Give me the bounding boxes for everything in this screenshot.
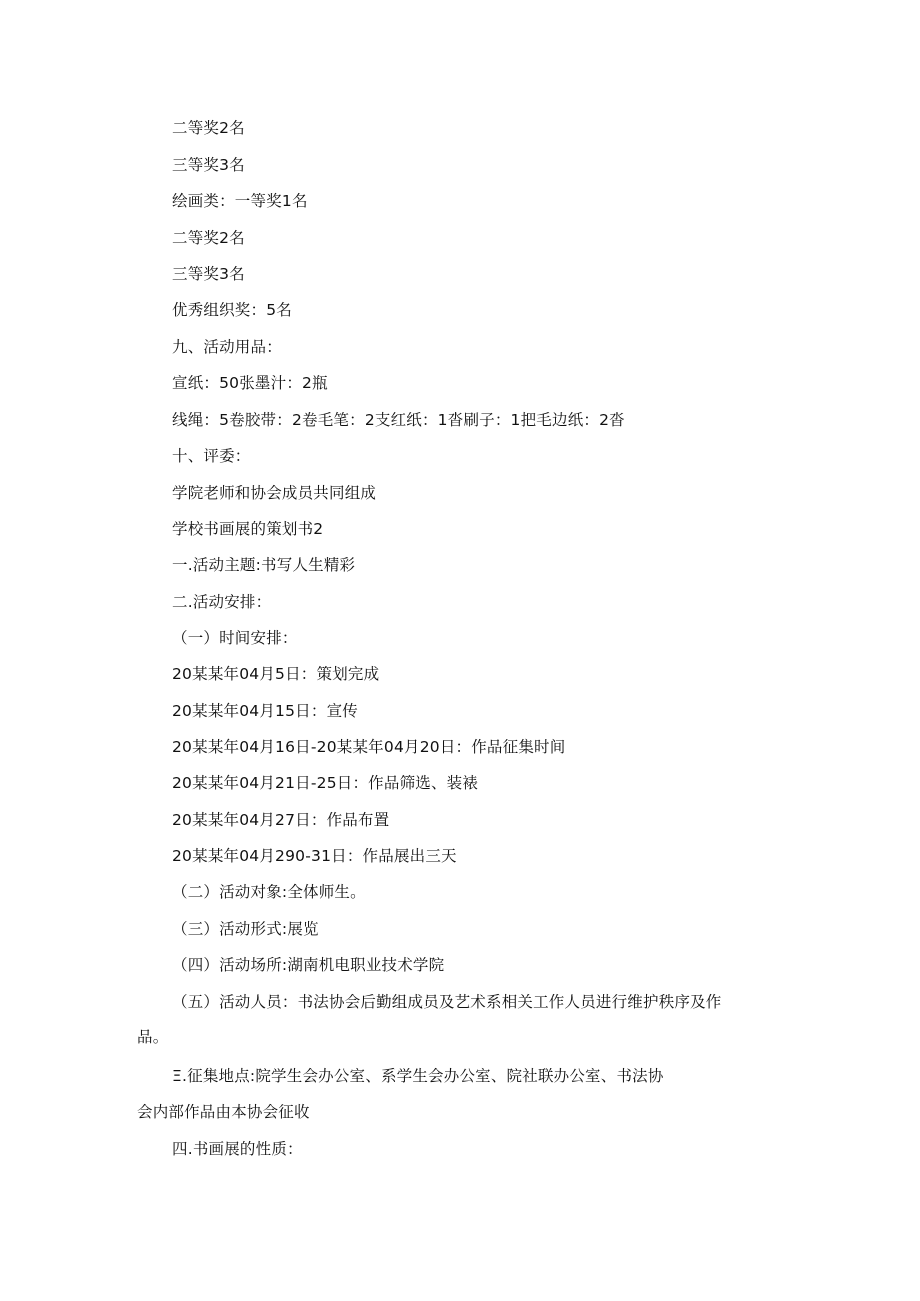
text-line: 学院老师和协会成员共同组成 bbox=[172, 484, 377, 502]
subsection-line: （二）活动对象:全体师生。 bbox=[172, 883, 366, 901]
section-heading: 十、评委： bbox=[172, 447, 251, 465]
text-line: 宣纸：50张墨汁：2瓶 bbox=[172, 374, 328, 392]
text-line: 绘画类：一等奖1名 bbox=[172, 192, 308, 210]
document-title: 学校书画展的策划书2 bbox=[172, 520, 324, 538]
schedule-line: 20某某年04月16日-20某某年04月20日：作品征集时间 bbox=[172, 738, 566, 756]
section-heading: 四.书画展的性质： bbox=[172, 1140, 303, 1158]
text-line: 三等奖3名 bbox=[172, 265, 245, 283]
text-line: 线绳：5卷胶带：2卷毛笔：2支红纸：1沓刷子：1把毛边纸：2沓 bbox=[172, 411, 625, 429]
subsection-line: （四）活动场所:湖南机电职业技术学院 bbox=[172, 956, 445, 974]
schedule-line: 20某某年04月15日：宣传 bbox=[172, 702, 358, 720]
text-line: 三等奖3名 bbox=[172, 156, 245, 174]
subsection-line: （五）活动人员：书法协会后勤组成员及艺术系相关工作人员进行维护秩序及作 bbox=[172, 993, 722, 1011]
schedule-line: 20某某年04月5日：策划完成 bbox=[172, 665, 380, 683]
section-heading: 九、活动用品： bbox=[172, 338, 282, 356]
schedule-line: 20某某年04月21日-25日：作品筛选、装裱 bbox=[172, 774, 479, 792]
schedule-line: 20某某年04月290-31日：作品展出三天 bbox=[172, 847, 457, 865]
section-heading: Ξ.征集地点:院学生会办公室、系学生会办公室、院社联办公室、书法协 bbox=[172, 1067, 664, 1085]
section-heading: 一.活动主题:书写人生精彩 bbox=[172, 556, 356, 574]
text-line: 优秀组织奖：5名 bbox=[172, 301, 292, 319]
section-heading: 二.活动安排： bbox=[172, 593, 272, 611]
subsection-heading: （一）时间安排： bbox=[172, 629, 298, 647]
text-line: 品。 bbox=[137, 1028, 169, 1046]
subsection-line: （三）活动形式:展览 bbox=[172, 920, 319, 938]
text-line: 二等奖2名 bbox=[172, 119, 245, 137]
text-line: 二等奖2名 bbox=[172, 229, 245, 247]
schedule-line: 20某某年04月27日：作品布置 bbox=[172, 811, 390, 829]
text-line: 会内部作品由本协会征收 bbox=[137, 1103, 310, 1121]
